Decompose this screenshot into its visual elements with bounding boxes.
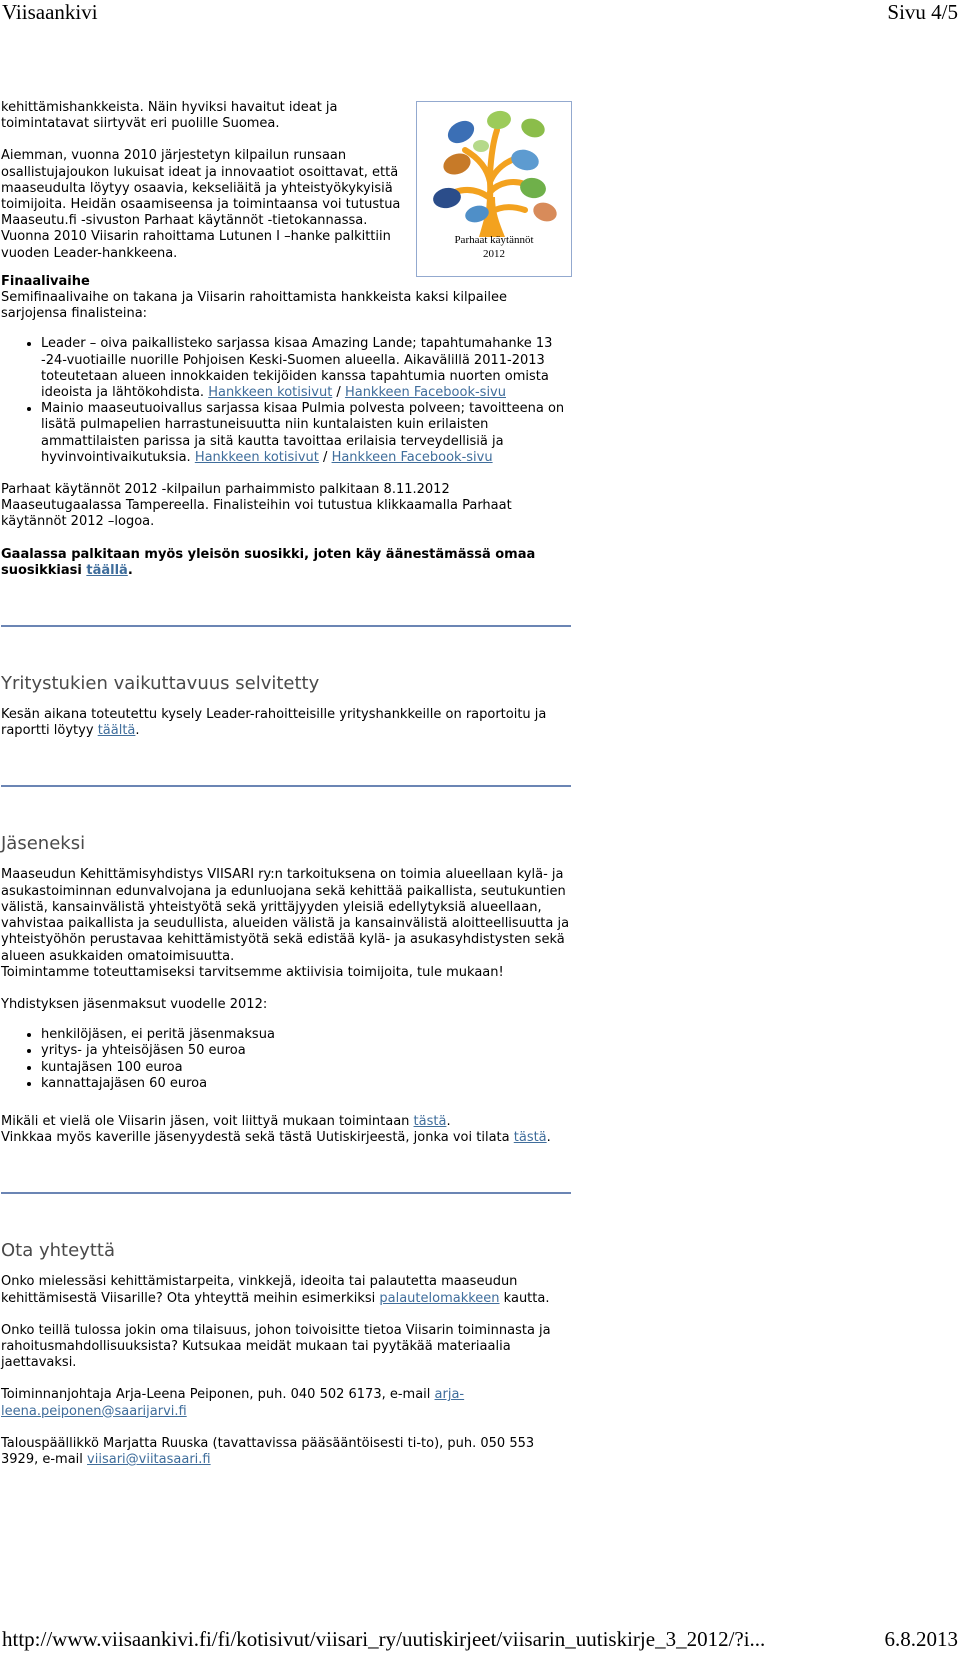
project-facebook-link[interactable]: Hankkeen Facebook-sivu [344, 385, 506, 401]
intro-section [1, 100, 411, 262]
vote-link[interactable]: täällä [86, 562, 128, 578]
logo-caption-year: 2012 [483, 248, 505, 260]
tip-paragraph: Vinkkaa myös kaverille jäsenyydestä sekä tästä Uutiskirjeestä, jonka voi tilata tästä. [1, 1130, 551, 1146]
finals-heading: Finaalivaihe [1, 273, 90, 289]
print-footer [0, 1627, 960, 1653]
contact-paragraph: Onko mielessäsi kehittämistarpeita, vinkkejä, ideoita tai palautetta maaseudun kehittämisestä Viisarille? Ota yhteyttä meihin esimerkiksi palautelomakkeen kautta. [1, 1274, 550, 1306]
page-url: http://www.viisaankivi.fi/fi/kotisivut/viisari_ry/uutiskirjeet/viisarin_uutiskirje_3_2012/?i... [2, 1627, 766, 1651]
join-paragraph: Mikäli et vielä ole Viisarin jäsen, voit liittyä mukaan toimintaan tästä. [1, 1113, 451, 1129]
yritys-paragraph: Kesän aikana toteutettu kysely Leader-rahoitteisille yrityshankkeille on raportoitu ja raportti löytyy täältä. [1, 707, 547, 739]
list-item: • Leader – oiva paikallisteko sarjassa kisaa Amazing Lande; tapahtumahanke 13 -24-vuotiaille nuorille Pohjoisen Keski-Suomen alueella. Aikavälillä 2011-2013 toteutetaan alueen innokkaiden tekijöiden kanssa tapahtumia nuorten omista ideoista ja lähtökohdista. Hankkeen kotisivut / Hankkeen Facebook-sivu [41, 336, 571, 401]
print-header [0, 0, 960, 26]
subscribe-link[interactable]: tästä [513, 1130, 547, 1146]
list-item: • kannattajajäsen 60 euroa [41, 1076, 571, 1092]
awards-paragraph: Parhaat käytännöt 2012 -kilpailun parhaimmisto palkitaan 8.11.2012 Maaseutugaalassa Tampereella. Finalisteihin voi tutustua klikkaamalla Parhaat käytännöt 2012 –logoa. [1, 482, 512, 530]
intro-line: toimintatavat siirtyvät eri puolille Suomea. [1, 116, 280, 132]
print-date: 6.8.2013 [884, 1627, 958, 1651]
list-item: • yritys- ja yhteisöjäsen 50 euroa [41, 1043, 571, 1059]
list-item: • Mainio maaseutuoivallus sarjassa kisaa Pulmia polvesta polveen; tavoitteena on lisätä pulmapelien harrastuneisuutta niin kuntalaisten kuin erilaisten ammattilaisten parissa ja sitä kautta tavoittaa erilaisia terveydellisiä ja hyvinvointivaikutuksia. Hankkeen kotisivut / Hankkeen Facebook-sivu [41, 401, 571, 466]
project-homepage-link[interactable]: Hankkeen kotisivut [194, 449, 319, 465]
intro-paragraph: Aiemman, vuonna 2010 järjestetyn kilpailun runsaan osallistujajoukon lukuisat ideat ja innovaatiot osoittavat, että maaseudulta löytyy osaavia, kekseliäitä ja yhteistyökykyisiä toimijoita. Heidän osaamiseensa ja toimintaansa voi tutustua Maaseutu.fi -sivuston Parhaat käytännöt -tietokannassa. Vuonna 2010 Viisarin rahoittama Lutunen I –hanke palkittiin vuoden Leader-hankkeena. [1, 148, 401, 261]
finals-intro: Semifinaalivaihe on takana ja Viisarin rahoittamista hankkeista kaksi kilpailee sarjojensa finalisteina: [1, 290, 507, 322]
jaseneksi-paragraph: Maaseudun Kehittämisyhdistys VIISARI ry:n tarkoituksena on toimia alueellaan kylä- ja asukastoiminnan edunvalvojana ja edunluojana sekä kehittää paikallista, seutukuntien välistä, kansainvälistä yhteistyötä sekä yrittäjyyden yleisiä edellytyksiä alueellaan, vahvistaa paikallista ja seudullista, alueiden välistä ja kansainvälistä aloitteellisuutta ja yhteistyöhön perustavaa kehittämistyötä sekä edistää kylä- ja asukasyhdistysten sekä alueen asukkaiden omatoimisuutta. [1, 867, 570, 964]
event-paragraph: Onko teillä tulossa jokin oma tilaisuus, johon toivoisitte tietoa Viisarin toiminnasta ja rahoitusmahdollisuuksista? Kutsukaa meidät mukaan tai pyytäkää materiaalia jaettavaksi. [1, 1322, 551, 1371]
section-title-ota-yhteytta: Ota yhteyttä [1, 1240, 115, 1262]
finalists-list [1, 336, 571, 466]
list-item: • henkilöjäsen, ei peritä jäsenmaksua [41, 1027, 571, 1043]
intro-line: kehittämishankkeista. Näin hyviksi havaitut ideat ja [1, 100, 338, 115]
join-link[interactable]: tästä [413, 1113, 447, 1129]
newsletter-content [1, 100, 571, 1468]
director-contact: Toiminnanjohtaja Arja-Leena Peiponen, puh. 040 502 6173, e-mail arja-leena.peiponen@saarijarvi.fi [1, 1387, 465, 1419]
list-item: • kuntajäsen 100 euroa [41, 1060, 571, 1076]
section-title-jaseneksi: Jäseneksi [1, 833, 86, 855]
section-title-yritystukien: Yritystukien vaikuttavuus selvitetty [1, 673, 320, 695]
site-name: Viisaankivi [2, 0, 98, 24]
director-email-link[interactable]: arja-leena.peiponen@saarijarvi.fi [1, 1387, 465, 1419]
finance-contact: Talouspäällikkö Marjatta Ruuska (tavattavissa pääsääntöisesti ti-to), puh. 050 553 3929, e-mail viisari@viitasaari.fi [1, 1435, 535, 1467]
fees-title: Yhdistyksen jäsenmaksut vuodelle 2012: [1, 996, 268, 1012]
project-facebook-link[interactable]: Hankkeen Facebook-sivu [331, 449, 493, 465]
jaseneksi-call: Toimintamme toteuttamiseksi tarvitsemme aktiivisia toimijoita, tule mukaan! [1, 964, 504, 980]
report-link[interactable]: täältä [97, 723, 136, 739]
vote-paragraph: Gaalassa palkitaan myös yleisön suosikki, joten käy äänestämässä omaa suosikkiasi täällä. [1, 546, 536, 578]
fees-list [1, 1027, 571, 1092]
feedback-form-link[interactable]: palautelomakkeen [379, 1290, 500, 1306]
project-homepage-link[interactable]: Hankkeen kotisivut [208, 385, 333, 401]
logo-caption: Parhaat käytännöt [454, 234, 534, 246]
page-number: Sivu 4/5 [887, 0, 958, 24]
finance-email-link[interactable]: viisari@viitasaari.fi [87, 1451, 211, 1467]
